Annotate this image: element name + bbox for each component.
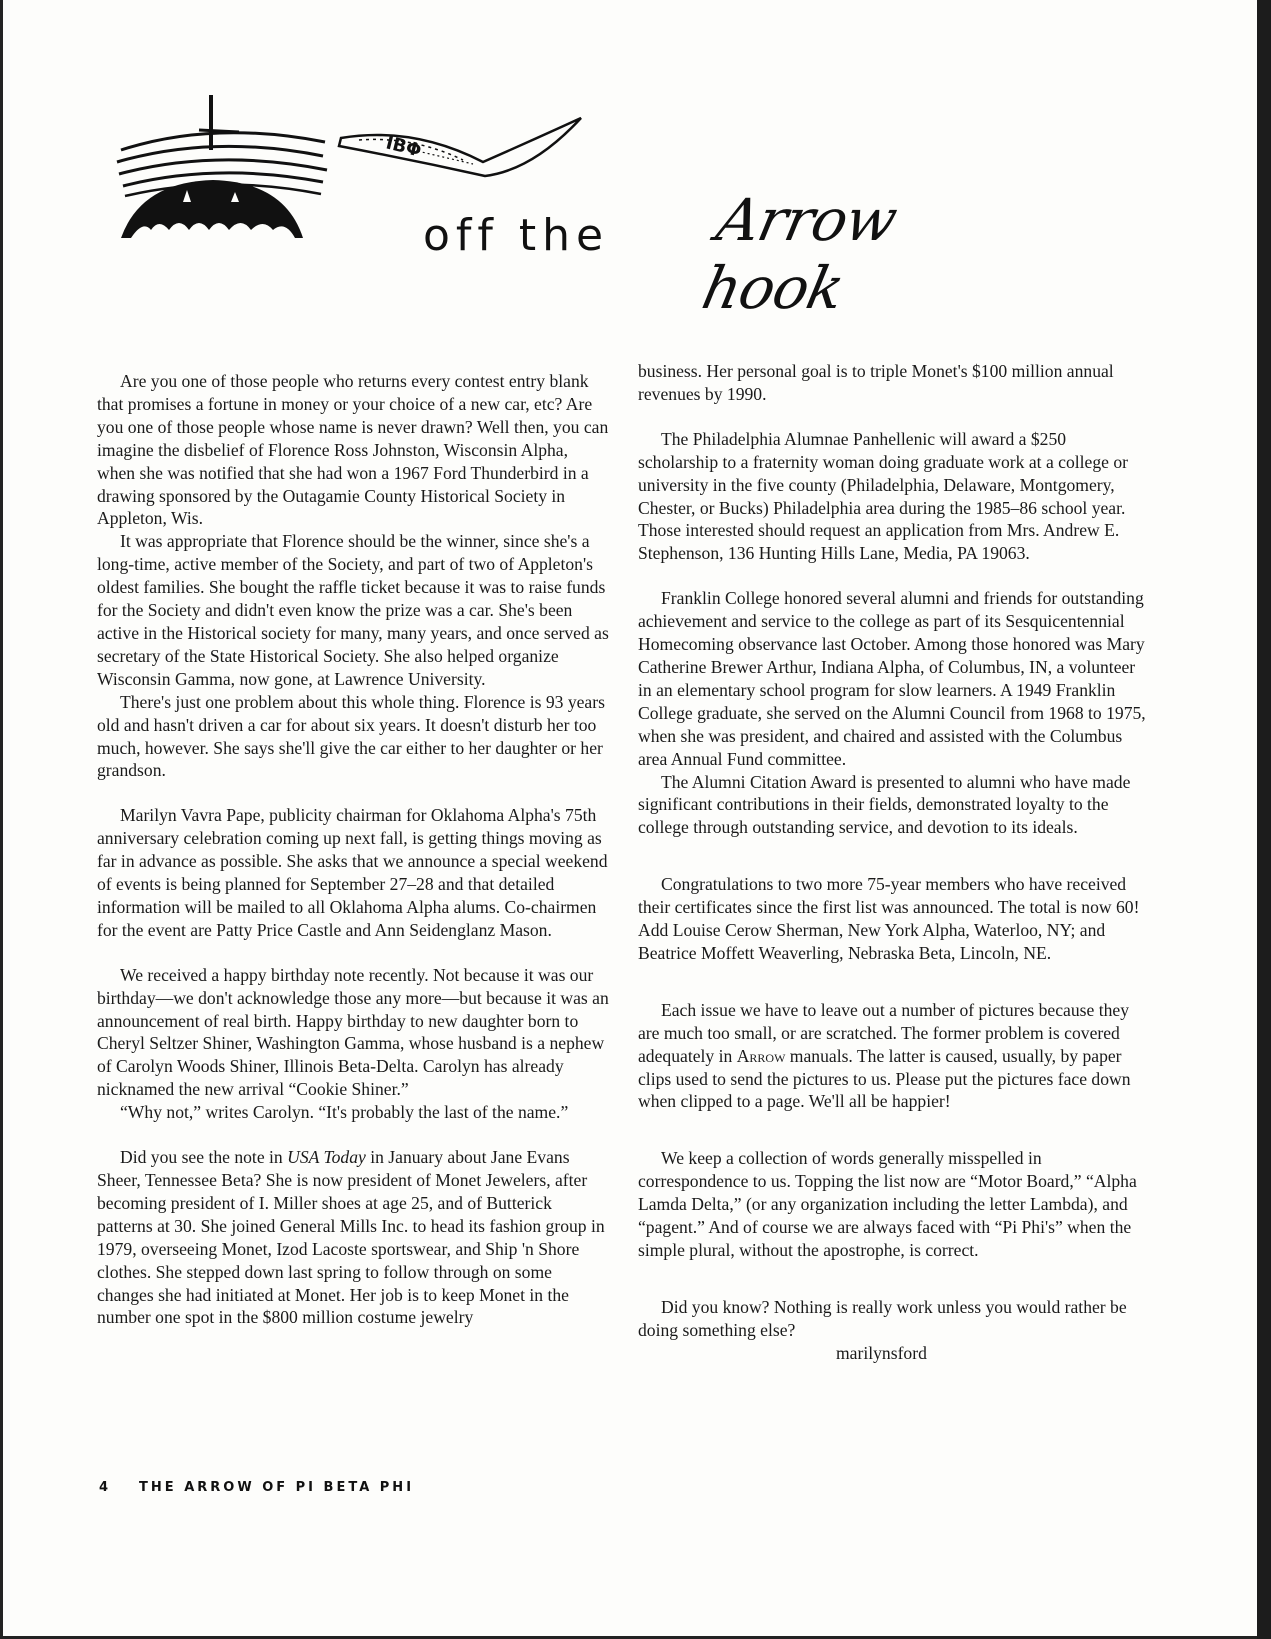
- arrow-hook-illustration: [113, 90, 713, 260]
- header-title-script: Arrow hook: [696, 186, 903, 322]
- paragraph-pictures: [638, 999, 1146, 1114]
- paragraph-monet-continued: business. Her personal goal is to triple Monet's $100 million annual revenues by 1990.: [638, 361, 1114, 404]
- paragraph-usa-today: [97, 1146, 609, 1329]
- right-column: [638, 360, 1146, 1365]
- text-run: in January about Jane Evans Sheer, Tennessee Beta? She is now president of Monet Jewelers, after becoming president of I. Miller shoes at age 25, and of Butterick patterns at 30. She joined General Mills Inc. to head its fashion group in 1979, overseeing Monet, Izod Lacoste sportswear, and Ship 'n Shore clothes. She stepped down last spring to follow through on some changes she had initiated at Monet. Her job is to keep Monet in the number one spot in the $800 million costume jewelry: [97, 1147, 605, 1328]
- scan-edge: [1257, 0, 1271, 1639]
- page-footer: [99, 1480, 414, 1495]
- publication-title: USA Today: [287, 1147, 366, 1168]
- paragraph-florence-age: There's just one problem about this whole thing. Florence is 93 years old and hasn't driven a car for about six years. It doesn't disturb her too much, however. She says she'll give the car either to her daughter or her grandson.: [97, 691, 605, 781]
- paragraph-florence-member: It was appropriate that Florence should be the winner, since she's a long-time, active member of the Society, and part of two of Appleton's oldest families. She bought the raffle ticket because it was to raise funds for the Society and didn't even know the prize was a car. She's been active in the Historical society for many, many years, and once served as secretary of the State Historical Society. She also helped organize Wisconsin Gamma, now gone, at Lawrence University.: [97, 531, 609, 689]
- text-run: manuals. The latter is caused, usually, by paper clips used to send the pictures to us. Please put the pictures face down when clipped to a page. We'll all be happier!: [638, 1045, 1131, 1112]
- paragraph-75-year-members: Congratulations to two more 75-year members who have received their certificates since the first list was announced. The total is now 60! Add Louise Cerow Sherman, New York Alpha, Waterloo, NY; and Beatrice Moffett Weaverling, Nebraska Beta, Lincoln, NE.: [638, 874, 1140, 963]
- paragraph-misspelled-words: We keep a collection of words generally misspelled in correspondence to us. Topping the list now are “Motor Board,” “Alpha Lamda Delta,” (or any organization including the letter Lambda), and “pagent.” And of course we are always faced with “Pi Phi's” when the simple plural, without the apostrophe, is correct.: [638, 1148, 1137, 1260]
- paragraph-oklahoma-alpha: Marilyn Vavra Pape, publicity chairman for Oklahoma Alpha's 75th anniversary celebration coming up next fall, is getting things moving as far in advance as possible. She asks that we announce a special weekend of events is being planned for September 27–28 and that detailed information will be mailed to all Oklahoma Alpha alums. Co-chairmen for the event are Patty Price Castle and Ann Seidenglanz Mason.: [97, 805, 608, 940]
- paragraph-thunderbird: Are you one of those people who returns every contest entry blank that promises a fortune in money or your choice of a new car, etc? Are you one of those people whose name is never drawn? Well then, you can imagine the disbelief of Florence Ross Johnston, Wisconsin Alpha, when she was notified that she had won a 1967 Ford Thunderbird in a drawing sponsored by the Outagamie County Historical Society in Appleton, Wis.: [97, 371, 609, 529]
- publication-name: Arrow: [736, 1045, 786, 1066]
- publication-footer: THE ARROW OF PI BETA PHI: [139, 1480, 415, 1495]
- paragraph-why-not: “Why not,” writes Carolyn. “It's probably the last of the name.”: [120, 1102, 569, 1123]
- paragraph-did-you-know: Did you know? Nothing is really work unless you would rather be doing something else?: [638, 1296, 1127, 1340]
- ticket-mark: IBΦ: [383, 132, 424, 162]
- left-column: [97, 370, 609, 1329]
- text-run: Did you see the note in: [120, 1147, 288, 1168]
- author-signature: marilynsford: [836, 1342, 927, 1363]
- paragraph-franklin-college: Franklin College honored several alumni and friends for outstanding achievement and service to the college as part of its Sesquicentennial Homecoming observance last October. Among those honored was Mary Catherine Brewer Arthur, Indiana Alpha, of Columbus, IN, a volunteer in an elementary school program for slow learners. A 1949 Franklin College graduate, she served on the Alumni Council from 1968 to 1975, when she was president, and chaired and assisted with the Columbus area Annual Fund committee.: [638, 588, 1146, 769]
- text-run: Each issue we have to leave out a number of pictures because they are much too small, or are scratched. The former problem is covered adequately in: [638, 999, 1130, 1066]
- page-number: 4: [99, 1480, 112, 1495]
- paragraph-philadelphia: The Philadelphia Alumnae Panhellenic will award a $250 scholarship to a fraternity woman doing graduate work at a college or university in the five county (Philadelphia, Delaware, Montgomery, Chester, or Bucks) Philadelphia area during the 1985–86 school year. Those interested should request an application from Mrs. Andrew E. Stephenson, 136 Hunting Hills Lane, Media, PA 19063.: [638, 428, 1129, 564]
- header-title-prefix: off the: [423, 210, 610, 261]
- column-header: [113, 90, 1013, 322]
- paragraph-birthday: We received a happy birthday note recently. Not because it was our birthday—we don't acknowledge those any more—but because it was an announcement of real birth. Happy birthday to new daughter born to Cheryl Seltzer Shiner, Washington Gamma, whose husband is a nephew of Carolyn Woods Shiner, Illinois Beta-Delta. Carolyn has already nicknamed the new arrival “Cookie Shiner.”: [97, 964, 609, 1100]
- paragraph-citation-award: The Alumni Citation Award is presented to alumni who have made significant contributions in their fields, demonstrated loyalty to the college through outstanding service, and devotion to its ideals.: [638, 771, 1131, 838]
